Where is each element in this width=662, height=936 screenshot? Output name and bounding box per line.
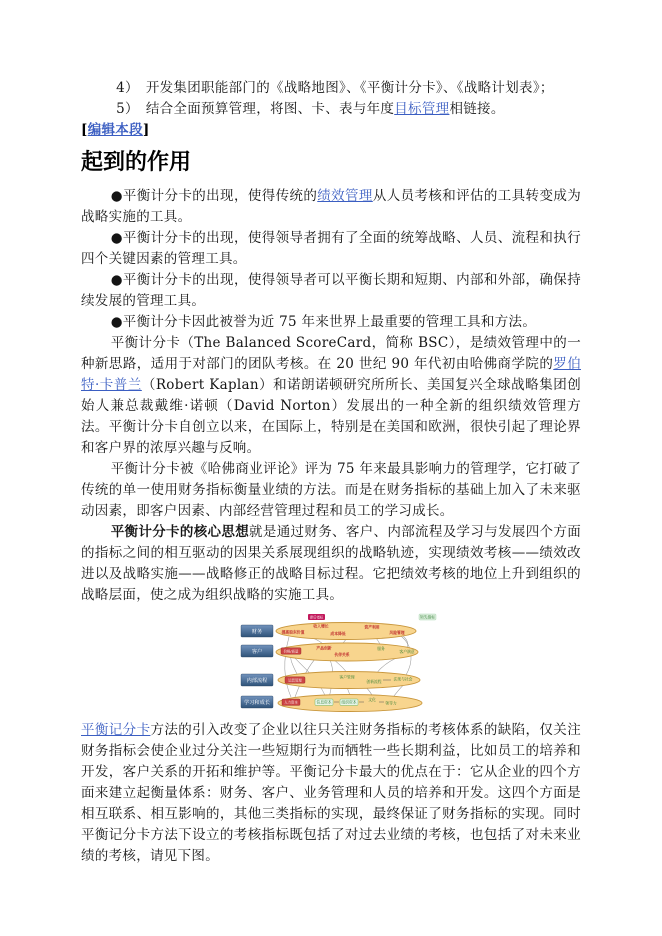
svg-text:领先指标: 领先指标 <box>419 614 436 620</box>
perspective-box-internal-process <box>241 674 273 686</box>
perspective-box-learning-growth <box>241 696 273 708</box>
paragraph-3-rest: 就是通过财务、客户、内部流程及学习与发展四个方面的指标之间的相互驱动的因果关系展现组织的战略轨迹，实现绩效考核——绩效改进以及战略实施——战略修正的战略目标过程。它把绩效考核的地位上升到组织的战略层面，使之成为组织战略的实施工具。 <box>81 524 582 603</box>
paragraph-4 <box>81 720 581 867</box>
link-robert-kaplan[interactable]: 罗伯特·卡普兰 <box>81 356 581 393</box>
svg-text:客户满意: 客户满意 <box>399 649 415 654</box>
paragraph-2: 平衡计分卡被《哈佛商业评论》评为 75 年来最具影响力的管理学，它打破了传统的单一使用财务指标衡量业绩的方法。而是在财务指标的基础上加入了未来驱动因素，即客户因素、内部经营管理过程和员工的学习成长。 <box>81 461 581 519</box>
legend-leading-indicator <box>419 614 436 620</box>
svg-text:法规与社会: 法规与社会 <box>393 676 413 682</box>
causal-connector-lines <box>285 632 411 700</box>
bullet-1 <box>81 186 581 228</box>
svg-text:价格/质量: 价格/质量 <box>283 649 299 654</box>
link-edit-section[interactable]: 编辑本段 <box>87 122 143 138</box>
link-performance-management[interactable]: 绩效管理 <box>317 188 373 204</box>
svg-text:客户管理: 客户管理 <box>339 674 355 680</box>
paragraph-1-pre: 平衡计分卡（The Balanced ScoreCard，简称 BSC），是绩效管理中的一种新思路，适用于对部门的团队考核。在 20 世纪 90 年代初由哈佛商学院的 <box>81 335 581 372</box>
paragraph-4-rest: 方法的引入改变了企业以往只关注财务指标的考核体系的缺陷，仅关注财务指标会使企业过分关注一些短期行为而牺牲一些长期利益，比如员工的培养和开发，客户关系的开拓和维护等。平衡记分卡最大的优点在于：它从企业的四个方面来建立起衡量体系：财务、客户、业务管理和人员的培养和开发。这四个方面是相互联系、相互影响的，其他三类指标的实现，最终保证了财务指标的实现。同时平衡记分卡方法下设立的考核指标既包括了对过去业绩的考核，也包括了对未来业绩的考核，请见下图。 <box>81 722 581 864</box>
svg-text:滞后指标: 滞后指标 <box>309 615 324 620</box>
bullet-3: ●平衡计分卡的出现，使得领导者可以平衡长期和短期、内部和外部，确保持续发展的管理工具。 <box>81 272 581 309</box>
list-item-5-tail: 相链接。 <box>449 101 505 117</box>
list-item-4-text: 4） 开发集团职能部门的《战略地图》、《平衡计分卡》、《战略计划表》； <box>116 80 554 96</box>
bullet-2: ●平衡计分卡的出现，使得领导者拥有了全面的统筹战略、人员、流程和执行四个关键因素的管理工具。 <box>81 230 581 267</box>
svg-text:提高股东价值: 提高股东价值 <box>281 629 305 635</box>
svg-text:文化: 文化 <box>368 697 376 702</box>
figure-bsc-strategy-map <box>231 613 441 713</box>
svg-text:资产利用: 资产利用 <box>364 624 380 630</box>
svg-text:运营管理: 运营管理 <box>288 678 302 683</box>
document-content <box>81 78 581 867</box>
svg-text:伙伴关系: 伙伴关系 <box>334 652 350 657</box>
svg-text:领导力: 领导力 <box>385 700 397 706</box>
svg-text:学习和成长: 学习和成长 <box>244 700 270 706</box>
svg-text:人力资本: 人力资本 <box>284 700 298 705</box>
legend-lagging-indicator <box>308 614 325 620</box>
svg-text:内部流程: 内部流程 <box>246 678 268 684</box>
bullet-4: ●平衡计分卡因此被誉为近 75 年来世界上最重要的管理工具和方法。 <box>110 314 537 330</box>
svg-text:财务: 财务 <box>251 629 263 635</box>
svg-text:客户: 客户 <box>251 649 263 655</box>
perspective-box-finance <box>241 625 273 637</box>
page-title: 起到的作用 <box>81 150 192 175</box>
perspective-box-customer <box>241 645 273 657</box>
list-item-5-text: 5） 结合全面预算管理，将图、卡、表与年度 <box>116 101 395 117</box>
edit-section-heading <box>81 120 581 141</box>
svg-text:创新流程: 创新流程 <box>366 679 382 684</box>
strategy-map-diagram <box>231 613 441 713</box>
svg-text:收入增长: 收入增长 <box>313 623 329 629</box>
list-item-4 <box>81 78 581 99</box>
paragraph-1-post: （Robert Kaplan）和诺朗诺顿研究所所长、美国复兴全球战略集团创始人兼总裁戴维·诺顿（David Norton）发展出的一种全新的组织绩效管理方法。平衡计分卡自创立以来，在国际上，特别是在美国和欧洲，很快引起了理论界和客户界的浓厚兴趣与反响。 <box>81 377 581 456</box>
svg-text:服务: 服务 <box>377 646 385 651</box>
list-item-5 <box>81 99 581 120</box>
link-target-management[interactable]: 目标管理 <box>394 101 450 117</box>
svg-text:风险管理: 风险管理 <box>389 630 405 635</box>
paragraph-3-bold: 平衡计分卡的核心思想 <box>110 524 250 540</box>
edit-bracket-open: [ <box>81 122 88 138</box>
svg-text:产品创新: 产品创新 <box>316 645 332 651</box>
link-balanced-scorecard[interactable]: 平衡记分卡 <box>81 722 151 738</box>
paragraph-1 <box>81 333 581 459</box>
bullet-1-post: 从人员考核和评估的工具转变成为战略实施的工具。 <box>81 188 582 225</box>
svg-text:组织资本: 组织资本 <box>341 699 357 705</box>
edit-bracket-close: ] <box>142 122 150 138</box>
svg-text:信息资本: 信息资本 <box>316 699 332 705</box>
bullet-1-pre: ●平衡计分卡的出现，使得传统的 <box>110 188 318 204</box>
svg-text:成本降低: 成本降低 <box>330 631 346 636</box>
paragraph-3 <box>81 522 581 606</box>
